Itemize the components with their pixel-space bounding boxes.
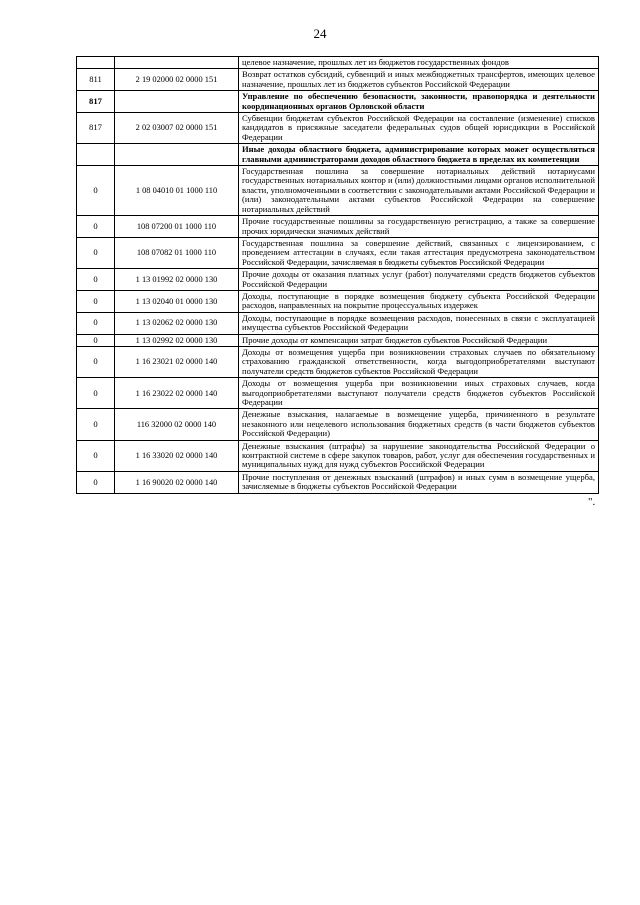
- admin-code-cell: 817: [77, 91, 115, 113]
- table-row: [77, 346, 599, 377]
- table-row: [77, 290, 599, 312]
- revenue-code-cell: 1 13 01992 02 0000 130: [115, 269, 239, 291]
- revenue-name-cell: Иные доходы областного бюджета, администрирование которых может осуществляться главными администраторами доходов областного бюджета в пределах их компетенции: [239, 144, 599, 166]
- revenue-code-cell: 1 13 02062 02 0000 130: [115, 312, 239, 334]
- revenue-name-cell: Доходы, поступающие в порядке возмещения бюджету субъекта Российской Федерации расходов, направленных на покрытие процессуальных издержек: [239, 290, 599, 312]
- admin-code-cell: 0: [77, 269, 115, 291]
- admin-code-cell: 0: [77, 166, 115, 216]
- revenue-name-cell: Прочие поступления от денежных взысканий (штрафов) и иных сумм в возмещение ущерба, зачисляемые в бюджеты субъектов Российской Федерации: [239, 471, 599, 493]
- table-row: [77, 166, 599, 216]
- revenue-code-cell: 108 07200 01 1000 110: [115, 216, 239, 238]
- admin-code-cell: 0: [77, 471, 115, 493]
- revenue-name-cell: Денежные взыскания, налагаемые в возмещение ущерба, причиненного в результате незаконного или нецелевого использования бюджетных средств (в части бюджетов субъектов Российской Федерации): [239, 409, 599, 440]
- revenue-code-cell: 2 02 03007 02 0000 151: [115, 113, 239, 144]
- table-row: [77, 378, 599, 409]
- revenue-code-cell: 2 19 02000 02 0000 151: [115, 69, 239, 91]
- revenue-code-cell: 1 16 23022 02 0000 140: [115, 378, 239, 409]
- revenue-code-cell: [115, 57, 239, 69]
- table-row: [77, 471, 599, 493]
- revenue-name-cell: Прочие доходы от оказания платных услуг (работ) получателями средств бюджетов субъектов Российской Федерации: [239, 269, 599, 291]
- admin-code-cell: 817: [77, 113, 115, 144]
- table-row: [77, 237, 599, 268]
- admin-code-cell: 0: [77, 378, 115, 409]
- admin-code-cell: 0: [77, 216, 115, 238]
- admin-code-cell: 0: [77, 290, 115, 312]
- table-row: [77, 144, 599, 166]
- revenue-code-cell: 1 08 04010 01 1000 110: [115, 166, 239, 216]
- table-row: [77, 334, 599, 346]
- table-row: [77, 312, 599, 334]
- admin-code-cell: 0: [77, 346, 115, 377]
- closing-quote-mark: ".: [588, 496, 596, 508]
- table-body: [77, 57, 599, 494]
- revenue-name-cell: Доходы от возмещения ущерба при возникновении иных страховых случаев, когда выгодоприобретателями выступают получатели средств бюджетов субъектов Российской Федерации: [239, 378, 599, 409]
- admin-code-cell: 0: [77, 312, 115, 334]
- revenue-name-cell: Возврат остатков субсидий, субвенций и иных межбюджетных трансфертов, имеющих целевое назначение, прошлых лет из бюджетов субъектов Российской Федерации: [239, 69, 599, 91]
- revenue-code-cell: 1 16 23021 02 0000 140: [115, 346, 239, 377]
- revenue-name-cell: Прочие государственные пошлины за государственную регистрацию, а также за совершение прочих юридически значимых действий: [239, 216, 599, 238]
- table-row: [77, 409, 599, 440]
- table-row: [77, 440, 599, 471]
- table-row: [77, 69, 599, 91]
- page-number: 24: [313, 26, 327, 41]
- revenue-code-cell: 108 07082 01 1000 110: [115, 237, 239, 268]
- admin-code-cell: 811: [77, 69, 115, 91]
- revenue-code-cell: 1 13 02040 01 0000 130: [115, 290, 239, 312]
- table-row: [77, 57, 599, 69]
- table-row: [77, 269, 599, 291]
- admin-code-cell: 0: [77, 237, 115, 268]
- admin-code-cell: 0: [77, 440, 115, 471]
- table-row: [77, 113, 599, 144]
- revenue-name-cell: Государственная пошлина за совершение действий, связанных с лицензированием, с проведением аттестации в случаях, если такая аттестация предусмотрена законодательством Российской Федерации, зачисляемая в бюджеты субъектов Российской Федерации: [239, 237, 599, 268]
- revenue-name-cell: Государственная пошлина за совершение нотариальных действий нотариусами государственных нотариальных контор и (или) должностными лицами органов исполнительной власти, уполномоченными в соответствии с законодательными актами Российской Федерации и (или) законодательными актами субъектов Российской Федерации на совершение нотариальных действий: [239, 166, 599, 216]
- revenue-code-cell: [115, 91, 239, 113]
- revenue-name-cell: целевое назначение, прошлых лет из бюджетов государственных фондов: [239, 57, 599, 69]
- revenue-code-table: [76, 56, 599, 494]
- revenue-name-cell: Доходы от возмещения ущерба при возникновении страховых случаев по обязательному страхованию гражданской ответственности, когда выгодоприобретателями выступают получатели средств бюджетов субъектов Российской Федерации: [239, 346, 599, 377]
- table-row: [77, 91, 599, 113]
- revenue-code-cell: [115, 144, 239, 166]
- revenue-name-cell: Доходы, поступающие в порядке возмещения расходов, понесенных в связи с эксплуатацией имущества субъектов Российской Федерации: [239, 312, 599, 334]
- table-row: [77, 216, 599, 238]
- admin-code-cell: 0: [77, 334, 115, 346]
- revenue-name-cell: Субвенции бюджетам субъектов Российской Федерации на составление (изменение) списков кандидатов в присяжные заседатели федеральных судов общей юрисдикции в Российской Федерации: [239, 113, 599, 144]
- admin-code-cell: 0: [77, 409, 115, 440]
- revenue-name-cell: Управление по обеспечению безопасности, законности, правопорядка и деятельности координационных органов Орловской области: [239, 91, 599, 113]
- admin-code-cell: [77, 144, 115, 166]
- revenue-code-cell: 1 16 90020 02 0000 140: [115, 471, 239, 493]
- admin-code-cell: [77, 57, 115, 69]
- revenue-name-cell: Прочие доходы от компенсации затрат бюджетов субъектов Российской Федерации: [239, 334, 599, 346]
- revenue-code-cell: 116 32000 02 0000 140: [115, 409, 239, 440]
- revenue-code-cell: 1 13 02992 02 0000 130: [115, 334, 239, 346]
- revenue-code-cell: 1 16 33020 02 0000 140: [115, 440, 239, 471]
- revenue-name-cell: Денежные взыскания (штрафы) за нарушение законодательства Российской Федерации о контрактной системе в сфере закупок товаров, работ, услуг для обеспечения государственных и муниципальных нужд для нужд субъектов Российской Федерации: [239, 440, 599, 471]
